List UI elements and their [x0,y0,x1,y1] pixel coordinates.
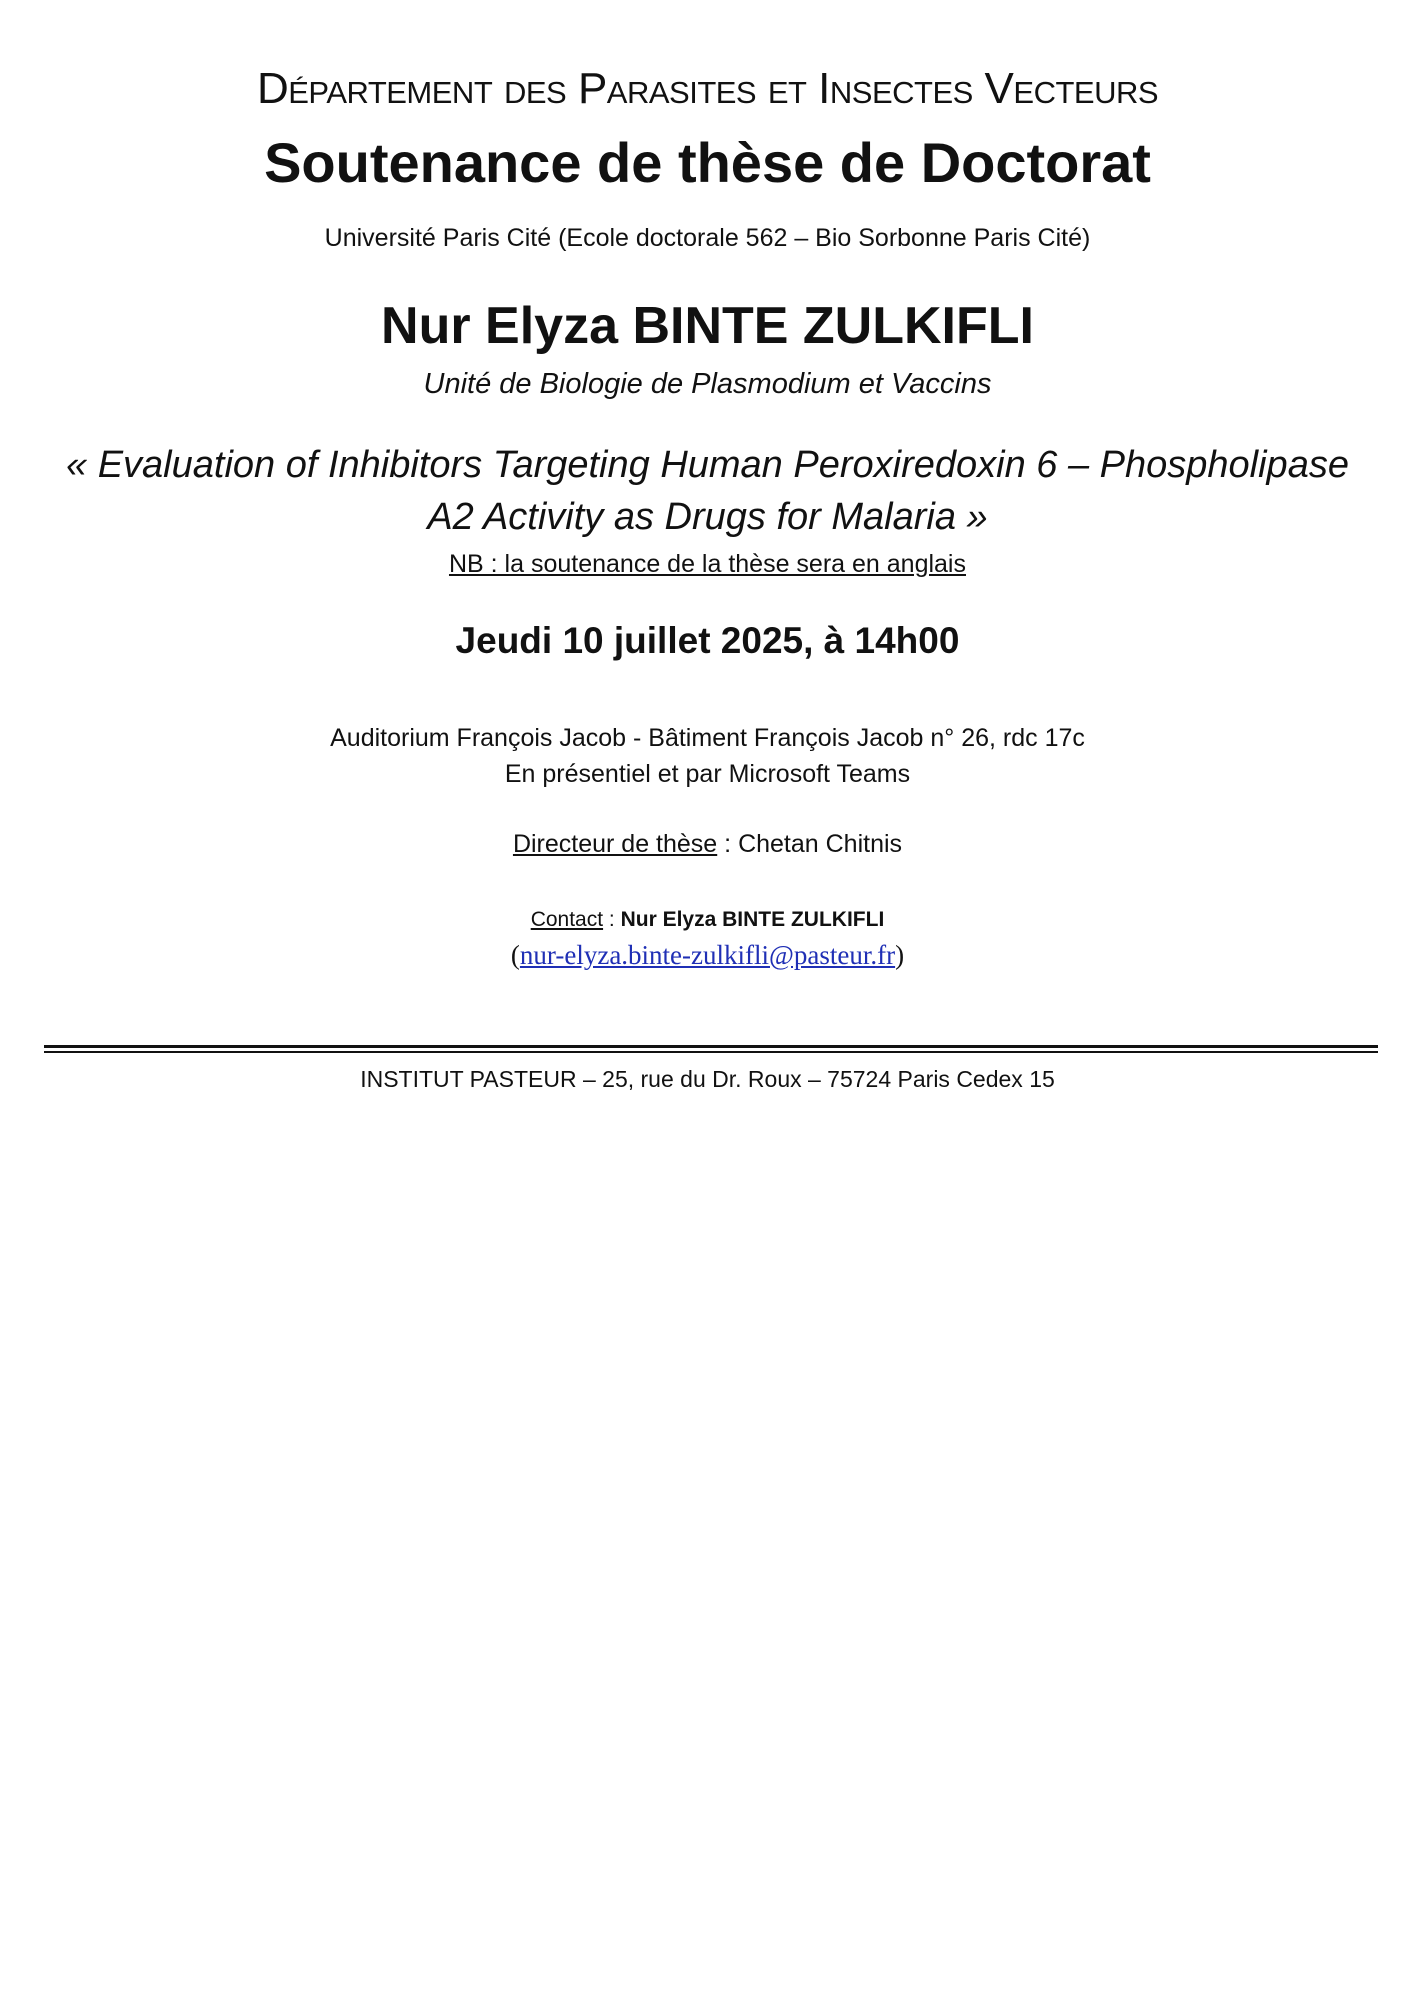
venue-location: Auditorium François Jacob - Bâtiment François Jacob n° 26, rdc 17c [330,724,1085,752]
contact-email-line [0,940,1415,971]
page-title: Soutenance de thèse de Doctorat [264,131,1151,194]
university-line: Université Paris Cité (Ecole doctorale 562 – Bio Sorbonne Paris Cité) [324,224,1091,252]
contact-label: Contact [530,908,604,931]
footer-divider-thick [44,1045,1378,1048]
email-open-paren: ( [510,940,520,970]
director-label: Directeur de thèse [512,830,718,858]
attendance-format: En présentiel et par Microsoft Teams [504,760,911,788]
contact-email-link[interactable]: nur-elyza.binte-zulkifli@pasteur.fr [519,940,896,970]
contact-name: Nur Elyza BINTE ZULKIFLI [620,908,885,931]
email-close-paren: ) [895,940,905,970]
thesis-director [0,830,1415,859]
language-note: NB : la soutenance de la thèse sera en anglais [448,550,966,578]
research-unit: Unité de Biologie de Plasmodium et Vaccins [423,368,992,400]
director-separator: : [717,830,739,858]
defense-date: Jeudi 10 juillet 2025, à 14h00 [455,620,960,661]
thesis-title-line-2: A2 Activity as Drugs for Malaria » [427,496,988,538]
director-name: Chetan Chitnis [738,830,903,858]
department-heading: Département des Parasites et Insectes Vecteurs [256,64,1159,113]
footer-address: INSTITUT PASTEUR – 25, rue du Dr. Roux – 75724 Paris Cedex 15 [360,1066,1055,1092]
thesis-title-line-1: « Evaluation of Inhibitors Targeting Human Peroxiredoxin 6 – Phospholipase [66,444,1349,486]
contact-separator: : [603,908,621,931]
candidate-name: Nur Elyza BINTE ZULKIFLI [381,297,1034,355]
footer-divider-thin [44,1051,1378,1053]
contact-line [0,908,1415,932]
